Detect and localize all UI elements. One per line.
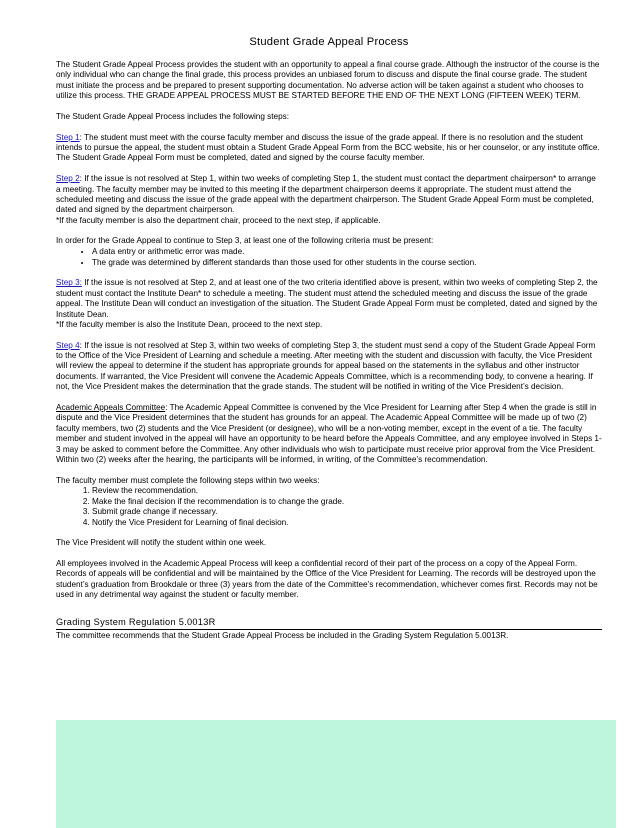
step-3-text: If the issue is not resolved at Step 2, and at least one of the two criteria identified above is present, within two weeks of completing Step 2, the student must contact the Institute Dean* to schedule a meeting. The student must attend the scheduled meeting and discuss the issue of the grade appeal. The Institute Dean will conduct an investigation of the situation. The Student Grade Appeal Form must be completed, dated and signed by the Institute Dean.	[56, 278, 598, 319]
faculty-intro: The faculty member must complete the following steps within two weeks:	[56, 475, 320, 485]
step-2-text: : If the issue is not resolved at Step 1, within two weeks of completing Step 1, the student must contact the department chairperson* to arrange a meeting. The faculty member may be invited to this meeting if the department chairperson deems it appropriate. The student must attend the scheduled meeting and discuss the issue of the grade appeal with the department chairperson. The Student Grade Appeal Form must be completed, dated and signed by the department chairperson.	[56, 174, 596, 215]
records-paragraph: All employees involved in the Academic Appeal Process will keep a confidential record of their part of the process on a copy of the Appeal Form. Records of appeals will be confidential and will be maintained by the Office of the Vice President for Learning. The records will be destroyed upon the student’s graduation from Brookdale or three (3) years from the date of the Committee’s recommendation, whichever comes first. Records may not be used in any detrimental way against the student or faculty member.	[56, 559, 598, 600]
faculty-step-item: 3. Submit grade change if necessary.	[92, 507, 602, 517]
faculty-step-item: 1. Review the recommendation.	[92, 486, 602, 496]
committee-text: : The Academic Appeal Committee is convened by the Vice President for Learning after Step 4 when the grade is still in dispute and the Vice President determines that the student has grounds for an appeal. The Academic Appeal Committee will be made up of two (2) faculty members, two (2) students and the Vice President (or designee), who will be a non-voting member, except in the event of a tie. The faculty member and student involved in the appeal will have an opportunity to be heard before the Appeals Committee, and any employee involved in Steps 1-3 may be asked to comment before the Committee. Any other individuals who wish to participate must receive prior approval from the Vice President. Within two (2) weeks after the hearing, the participants will be informed, in writing, of the Committee’s recommendation.	[56, 402, 602, 464]
criteria-list	[56, 247, 602, 268]
highlight-area	[56, 720, 616, 828]
criteria-item: • A data entry or arithmetic error was made.	[92, 247, 602, 257]
faculty-step-item: 2. Make the final decision if the recommendation is to change the grade.	[92, 497, 602, 507]
step-4-paragraph	[56, 341, 602, 393]
step-4-text: : If the issue is not resolved at Step 3, within two weeks of completing Step 3, the student must send a copy of the Student Grade Appeal Form to the Office of the Vice President of Learning and schedule a meeting. After meeting with the student and discussion with faculty, the Vice President will review the appeal to determine if the student has appropriate grounds for appeal based on the statements in the syllabus and other instructor documents. If warranted, the Vice President will convene the Academic Appeals Committee, which is a recommending body, to convene a hearing. If not, the Vice President makes the determination that the grade stands. The student will be notified in writing of the Vice President’s decision.	[56, 340, 596, 392]
step-1-link[interactable]: Step 1	[56, 132, 80, 142]
faculty-step-item: 4. Notify the Vice President for Learning of final decision.	[92, 518, 602, 528]
step-2-link[interactable]: Step 2	[56, 174, 80, 184]
vp-notify: The Vice President will notify the student within one week.	[56, 538, 267, 548]
step-3-link[interactable]: Step 3:	[56, 278, 82, 288]
page-title: Student Grade Appeal Process	[249, 36, 409, 48]
document-page	[56, 36, 602, 641]
committee-paragraph	[56, 403, 602, 465]
step-3-note: *If the faculty member is also the Institute Dean, proceed to the next step.	[56, 319, 323, 329]
step-3-paragraph	[56, 278, 602, 330]
criteria-item: • The grade was determined by different standards than those used for other students in the course section.	[92, 258, 602, 268]
recommendation-text: The committee recommends that the Student Grade Appeal Process be included in the Grading System Regulation 5.0013R.	[56, 629, 602, 641]
step-2-paragraph	[56, 174, 602, 226]
step-1-text: : The student must meet with the course faculty member and discuss the issue of the grade appeal. If there is no resolution and the student intends to pursue the appeal, the student must obtain a Student Grade Appeal Form from the BCC website, his or her counselor, or any institute office. The Student Grade Appeal Form must be completed, dated and signed by the course faculty member.	[56, 132, 600, 163]
step-2-note: *If the faculty member is also the department chair, proceed to the next step, if applicable.	[56, 215, 381, 225]
regulation-heading: Grading System Regulation 5.0013R	[56, 616, 216, 627]
criteria-intro: In order for the Grade Appeal to continue to Step 3, at least one of the following criteria must be present:	[56, 236, 434, 246]
steps-intro: The Student Grade Appeal Process includes the following steps:	[56, 111, 290, 121]
intro-paragraph: The Student Grade Appeal Process provides the student with an opportunity to appeal a final course grade. Although the instructor of the course is the only individual who can change the final grade, this process provides an unbiased forum to discuss and dispute the final course grade. The student must initiate the process and be prepared to present supporting documentation. No adverse action will be taken against a student who chooses to utilize this process. THE GRADE APPEAL PROCESS MUST BE STARTED BEFORE THE END OF THE NEXT LONG (FIFTEEN WEEK) TERM.	[56, 60, 600, 101]
step-1-paragraph	[56, 133, 602, 164]
step-4-link[interactable]: Step 4	[56, 340, 80, 350]
faculty-steps-list	[56, 486, 602, 528]
committee-label: Academic Appeals Committee	[56, 402, 166, 412]
